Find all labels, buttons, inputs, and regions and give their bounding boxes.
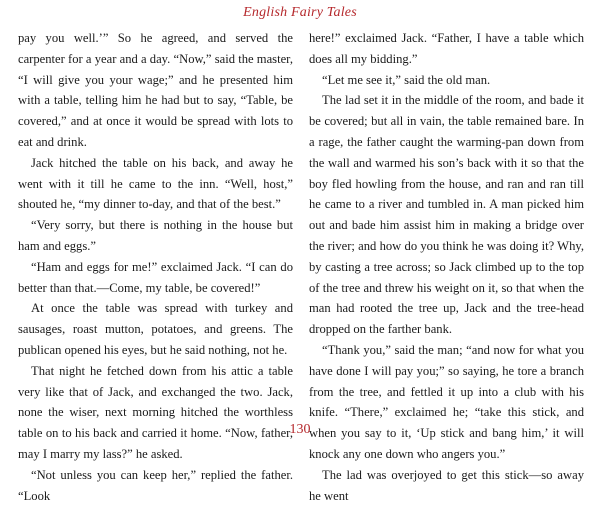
paragraph: “Thank you,” said the man; “and now for what you have done I will pay you;” so saying, he tore a branch from the tree, and fettled it up into a club with his knife. “There,” exclaimed he; “take this stick, and when you say to it, ‘Up stick and bang him,’ it will knock any one down who angers you.”: [309, 342, 584, 461]
paragraph: here!” exclaimed Jack. “Father, I have a table which does all my bidding.”: [309, 31, 584, 66]
paragraph: The lad was overjoyed to get this stick—so away he went: [309, 467, 584, 503]
paragraph: At once the table was spread with turkey and sausages, roast mutton, potatoes, and greens. The publican opened his eyes, but he said nothing, not he.: [18, 301, 293, 357]
paragraph: “Very sorry, but there is nothing in the house but ham and eggs.”: [18, 218, 293, 253]
paragraph: Jack hitched the table on his back, and away he went with it till he came to the inn. “Well, host,” shouted he, “my dinner to-day, and that of the best.”: [18, 155, 293, 212]
running-head: English Fairy Tales: [243, 5, 357, 20]
paragraph: pay you well.’” So he agreed, and served the carpenter for a year and a day. “Now,” said the master, “I will give you your wage;” and he presented him with a table, telling him he had but to say, “Table, be covered,” and at once it would be spread with lots to eat and drink.: [18, 31, 293, 149]
page-number: 130: [289, 422, 311, 437]
paragraph: “Ham and eggs for me!” exclaimed Jack. “I can do better than that.—Come, my table, be covered!”: [18, 259, 293, 295]
paragraph: That night he fetched down from his attic a table very like that of Jack, and exchanged the two. Jack, none the wiser, next morning hitched the worthless table on to his back and carried it home. “Now, father, may I marry my lass?” he asked.: [18, 363, 293, 461]
paragraph: “Not unless you can keep her,” replied the father. “Look: [18, 467, 293, 503]
paragraph: “Let me see it,” said the old man.: [322, 72, 491, 87]
paragraph: The lad set it in the middle of the room, and bade it be covered; but all in vain, the table remained bare. In a rage, the father caught the warming-pan down from the wall and warmed his son’s back with it so that the boy fled howling from the house, and ran and ran till he came to a river and tumbled in. A man picked him out and bade him assist him in making a bridge over the river; and how do you think he was doing it? Why, by casting a tree across; so Jack climbed up to the top of the tree and threw his weight on it, so that when the man had rooted the tree up, Jack and the tree-head dropped on the farther bank.: [309, 93, 584, 337]
